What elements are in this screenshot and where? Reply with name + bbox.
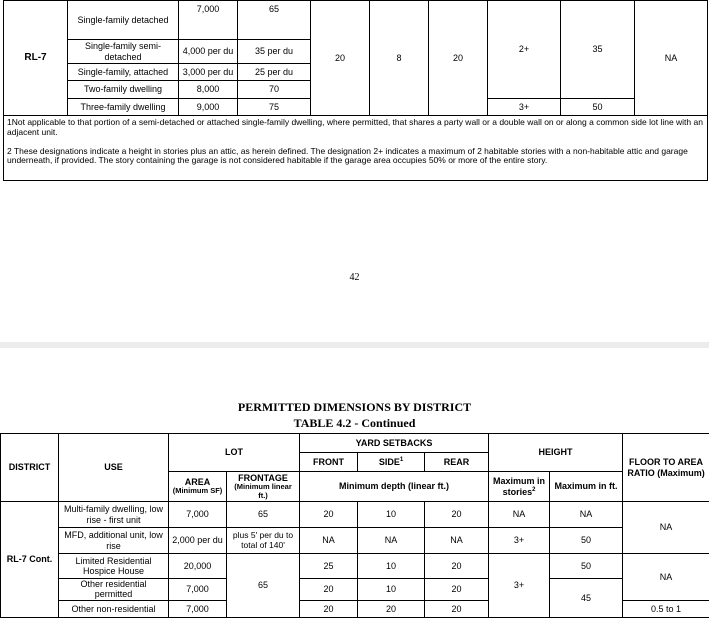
area-cell: 7,000 bbox=[179, 1, 238, 40]
area-cell: 4,000 per du bbox=[179, 40, 238, 64]
area-header bbox=[169, 472, 227, 502]
max-stories-cell: 3+ bbox=[488, 99, 561, 116]
side-header bbox=[358, 453, 425, 472]
side-cell: 10 bbox=[358, 554, 425, 579]
far-cell: NA bbox=[623, 554, 709, 601]
area-header-sub: (Minimum SF) bbox=[172, 486, 223, 496]
dimensions-table-bottom bbox=[0, 433, 709, 618]
lot-header: LOT bbox=[169, 434, 300, 472]
footnote-2: 2 These designations indicate a height in stories plus an attic, as herein defined. The designation 2+ indicates a maximum of 2 habitable stories with a non-habitable attic and garage underneath, if provided. The story containing the garage is not considered habitable if the garage area occupies 50% or more of the entire story. bbox=[7, 145, 688, 166]
footnotes bbox=[4, 116, 708, 181]
frontage-cell: 65 bbox=[238, 1, 311, 40]
use-cell: Limited Residential Hospice House bbox=[59, 554, 169, 579]
frontage-header-sub: (Minimum linear ft.) bbox=[234, 482, 292, 500]
table-subtitle: TABLE 4.2 - Continued bbox=[293, 416, 416, 430]
rear-cell: NA bbox=[425, 528, 489, 554]
rear-cell: 20 bbox=[425, 579, 489, 601]
footnote-1: 1Not applicable to that portion of a semi-detached or attached single-family dwelling, where permitted, that shares a party wall or a double wall on or along a common side lot line with an adjacent unit. bbox=[7, 117, 703, 137]
frontage-header bbox=[227, 472, 300, 502]
frontage-cell: 65 bbox=[227, 554, 300, 618]
area-header-label: AREA bbox=[184, 477, 211, 488]
use-cell: Other non-residential bbox=[59, 600, 169, 617]
dimensions-table-top bbox=[3, 0, 708, 181]
rear-cell: 20 bbox=[425, 600, 489, 617]
area-cell: 7,000 bbox=[169, 600, 227, 617]
frontage-cell: 65 bbox=[227, 502, 300, 528]
side-header-label: SIDE bbox=[378, 456, 400, 467]
rear-setback-cell: 20 bbox=[429, 1, 488, 116]
area-cell: 7,000 bbox=[169, 579, 227, 601]
frontage-cell: 70 bbox=[238, 81, 311, 99]
district-cell: RL-7 Cont. bbox=[1, 502, 59, 618]
max-feet-cell: 35 bbox=[561, 1, 635, 99]
far-header: FLOOR TO AREA RATIO (Maximum) bbox=[623, 434, 709, 502]
feet-cell: 50 bbox=[550, 528, 623, 554]
area-cell: 9,000 bbox=[179, 99, 238, 116]
far-cell: NA bbox=[635, 1, 708, 116]
area-cell: 3,000 per du bbox=[179, 64, 238, 81]
front-header: FRONT bbox=[300, 453, 358, 472]
page-number: 42 bbox=[349, 272, 360, 283]
use-header: USE bbox=[59, 434, 169, 502]
max-stories-cell: 2+ bbox=[488, 1, 561, 99]
district-header: DISTRICT bbox=[1, 434, 59, 502]
yard-setbacks-header: YARD SETBACKS bbox=[300, 434, 489, 453]
area-cell: 8,000 bbox=[179, 81, 238, 99]
area-cell: 20,000 bbox=[169, 554, 227, 579]
frontage-cell: plus 5' per du to total of 140' bbox=[227, 528, 300, 554]
current-page bbox=[0, 348, 709, 614]
area-cell: 7,000 bbox=[169, 502, 227, 528]
max-stories-label: Maximum in stories bbox=[493, 476, 546, 497]
feet-cell: 45 bbox=[550, 579, 623, 618]
stories-cell: 3+ bbox=[489, 554, 550, 618]
side-footnote-mark: 1 bbox=[399, 456, 404, 463]
side-setback-cell: 8 bbox=[370, 1, 429, 116]
use-cell: Two-family dwelling bbox=[68, 81, 179, 99]
front-setback-cell: 20 bbox=[311, 1, 370, 116]
stories-cell: 3+ bbox=[489, 528, 550, 554]
far-cell: 0.5 to 1 bbox=[623, 600, 709, 617]
district-cell: RL-7 bbox=[4, 1, 68, 116]
front-cell: 20 bbox=[300, 502, 358, 528]
frontage-cell: 75 bbox=[238, 99, 311, 116]
use-cell: Multi-family dwelling, low rise - first unit bbox=[59, 502, 169, 528]
use-cell: Single-family detached bbox=[68, 1, 179, 40]
rear-cell: 20 bbox=[425, 554, 489, 579]
front-cell: NA bbox=[300, 528, 358, 554]
use-cell: Other residential permitted bbox=[59, 579, 169, 601]
side-cell: 10 bbox=[358, 579, 425, 601]
far-cell: NA bbox=[623, 502, 709, 554]
side-cell: 20 bbox=[358, 600, 425, 617]
rear-header: REAR bbox=[425, 453, 489, 472]
frontage-cell: 35 per du bbox=[238, 40, 311, 64]
max-stories-header bbox=[489, 472, 550, 502]
max-feet-cell: 50 bbox=[561, 99, 635, 116]
stories-cell: NA bbox=[489, 502, 550, 528]
frontage-header-label: FRONTAGE bbox=[238, 472, 288, 483]
min-depth-header: Minimum depth (linear ft.) bbox=[300, 472, 489, 502]
max-feet-header: Maximum in ft. bbox=[550, 472, 623, 502]
front-cell: 20 bbox=[300, 579, 358, 601]
feet-cell: NA bbox=[550, 502, 623, 528]
side-cell: NA bbox=[358, 528, 425, 554]
front-cell: 20 bbox=[300, 600, 358, 617]
feet-cell: 50 bbox=[550, 554, 623, 579]
use-cell: Three-family dwelling bbox=[68, 99, 179, 116]
height-header: HEIGHT bbox=[489, 434, 623, 472]
use-cell: Single-family semi-detached bbox=[68, 40, 179, 64]
area-cell: 2,000 per du bbox=[169, 528, 227, 554]
table-title: PERMITTED DIMENSIONS BY DISTRICT bbox=[237, 400, 472, 414]
use-cell: MFD, additional unit, low rise bbox=[59, 528, 169, 554]
side-cell: 10 bbox=[358, 502, 425, 528]
use-cell: Single-family, attached bbox=[68, 64, 179, 81]
stories-footnote-mark: 2 bbox=[532, 486, 536, 493]
front-cell: 25 bbox=[300, 554, 358, 579]
frontage-cell: 25 per du bbox=[238, 64, 311, 81]
rear-cell: 20 bbox=[425, 502, 489, 528]
